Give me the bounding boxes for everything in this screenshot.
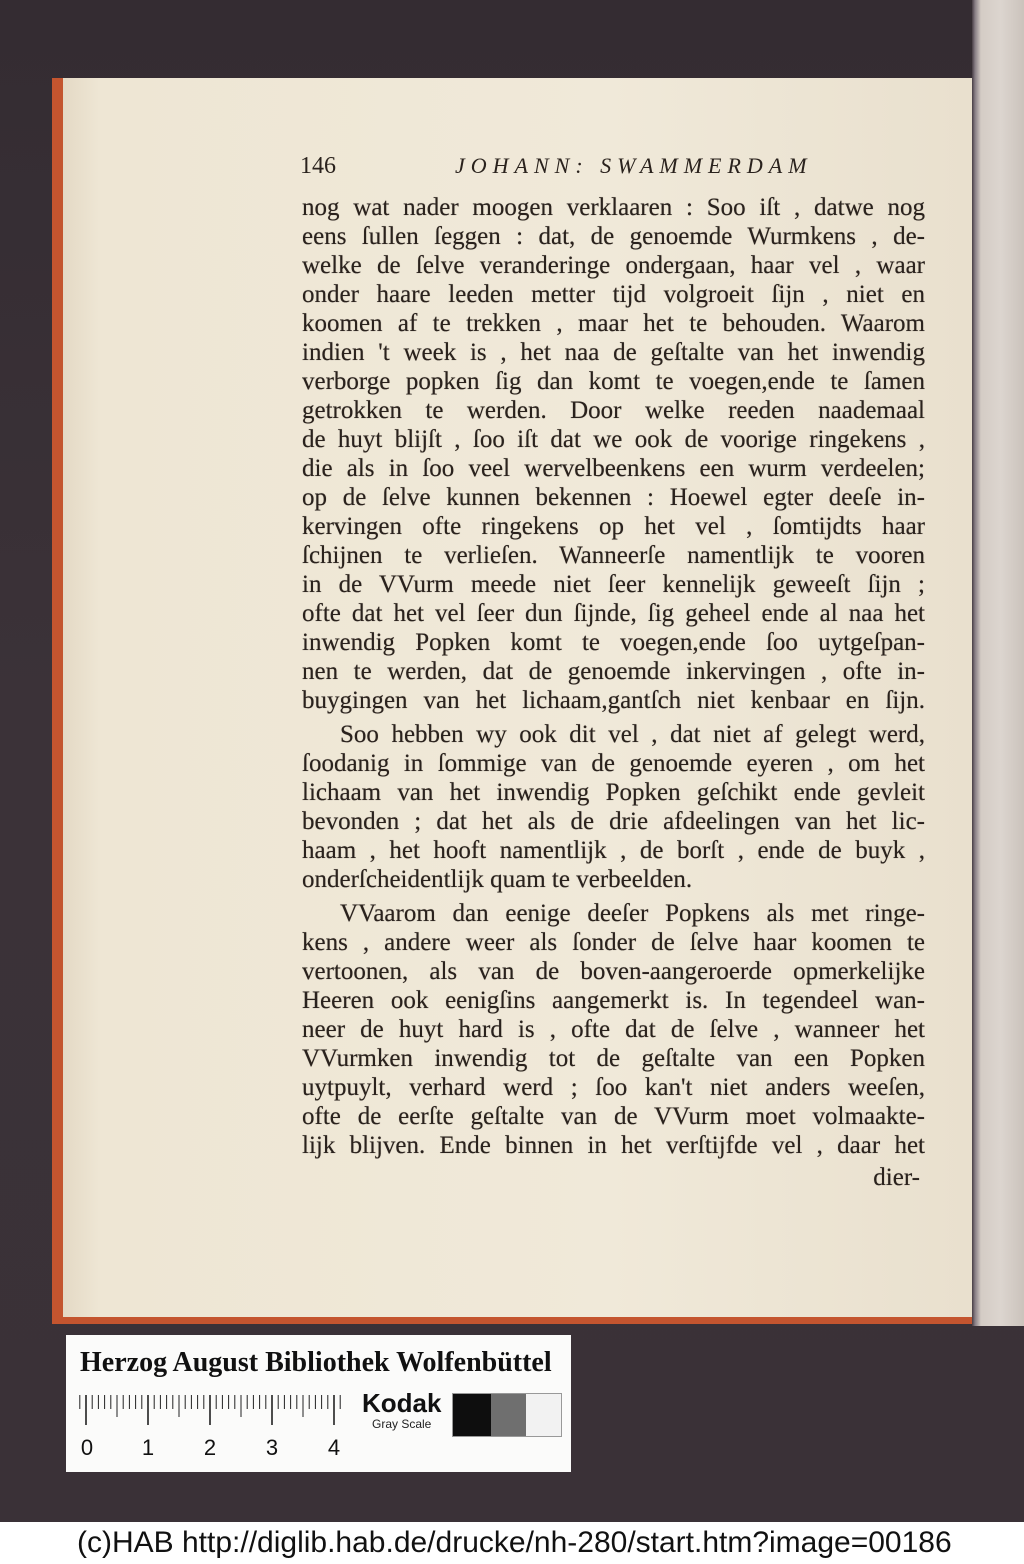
text-line: getrokken te werden. Door welke reeden naademaal bbox=[302, 397, 925, 424]
text-line: vertoonen, als van de boven-aangeroerde opmerkelijke bbox=[302, 958, 925, 985]
text-line: VVurmken inwendig tot de geſtalte van een Popken bbox=[302, 1045, 925, 1072]
text-line: VVaarom dan eenige deeſer Popkens als met ringe- bbox=[340, 900, 925, 927]
ruler-number: 1 bbox=[141, 1435, 155, 1460]
page-text bbox=[302, 193, 925, 1192]
catchword: dier- bbox=[873, 1164, 920, 1191]
gray-patch-mid bbox=[491, 1394, 526, 1436]
page-number: 146 bbox=[300, 153, 336, 179]
text-line: kens , andere weer als ſonder de ſelve haar koomen te bbox=[302, 929, 925, 956]
ruler-number: 2 bbox=[203, 1435, 217, 1460]
ruler bbox=[78, 1393, 348, 1429]
text-line: die als in ſoo veel wervelbeenkens een wurm verdeelen; bbox=[302, 455, 925, 482]
institution-name: Herzog August Bibliothek Wolfenbüttel bbox=[80, 1347, 552, 1378]
text-line: ofte dat het vel ſeer dun ſijnde, ſig geheel ende al naa het bbox=[302, 600, 925, 627]
copyright-footer bbox=[0, 1522, 1024, 1564]
text-line: onderſcheidentlijk quam te verbeelden. bbox=[302, 866, 693, 893]
text-line: ſoodanig in ſommige van de genoemde eyeren , om het bbox=[302, 750, 925, 777]
text-line: uytpuylt, verhard werd ; ſoo kan't niet anders weeſen, bbox=[302, 1074, 925, 1101]
ruler-number: 3 bbox=[265, 1435, 279, 1460]
text-line: indien 't week is , het naa de geſtalte van het inwendig bbox=[302, 339, 925, 366]
text-line: Heeren ook eenigſins aangemerkt is. In tegendeel wan- bbox=[302, 987, 925, 1014]
text-line: in de VVurm meede niet ſeer kennelijk geweeſt ſijn ; bbox=[302, 571, 925, 598]
gray-scale-patches bbox=[452, 1393, 562, 1437]
copyright-text: (c)HAB http://diglib.hab.de/drucke/nh-280/start.htm?image=00186 bbox=[77, 1526, 952, 1559]
ruler-number: 4 bbox=[327, 1435, 341, 1460]
text-line: ofte de eerſte geſtalte van de VVurm moet volmaakte- bbox=[302, 1103, 925, 1130]
text-line: eens ſullen ſeggen : dat, de genoemde Wurmkens , de- bbox=[302, 223, 925, 250]
text-line: koomen af te trekken , maar het te behouden. Waarom bbox=[302, 310, 925, 337]
text-line: inwendig Popken komt te voegen,ende ſoo uytgeſpan- bbox=[302, 629, 925, 656]
library-color-target-card bbox=[66, 1335, 571, 1472]
text-line: welke de ſelve veranderinge ondergaan, haar vel , waar bbox=[302, 252, 925, 279]
ruler-number: 0 bbox=[80, 1435, 94, 1460]
text-line: nen te werden, dat de genoemde inkervingen , ofte in- bbox=[302, 658, 925, 685]
gray-scale-label: Gray Scale bbox=[372, 1417, 432, 1431]
gray-patch-black bbox=[453, 1394, 491, 1436]
text-line: verborge popken ſig dan komt te voegen,ende te ſamen bbox=[302, 368, 925, 395]
text-line: ſchijnen te verlieſen. Wanneerſe namentlijk te vooren bbox=[302, 542, 925, 569]
text-line: op de ſelve kunnen bekennen : Hoewel egter deeſe in- bbox=[302, 484, 925, 511]
text-line: de huyt blijſt , ſoo iſt dat we ook de voorige ringekens , bbox=[302, 426, 925, 453]
text-line: onder haare leeden metter tijd volgroeit ſijn , niet en bbox=[302, 281, 925, 308]
text-line: lijk blijven. Ende binnen in het verſtijfde vel , daar het bbox=[302, 1132, 925, 1159]
text-line: Soo hebben wy ook dit vel , dat niet af gelegt werd, bbox=[340, 721, 925, 748]
text-line: lichaam van het inwendig Popken geſchikt ende gevleit bbox=[302, 779, 925, 806]
running-title: JOHANN: SWAMMERDAM bbox=[455, 153, 813, 178]
paragraph bbox=[302, 193, 925, 715]
kodak-logo: Kodak bbox=[362, 1388, 442, 1418]
text-line: kervingen ofte ringekens op het vel , ſomtijdts haar bbox=[302, 513, 925, 540]
paragraph bbox=[302, 899, 925, 1160]
text-line: nog wat nader moogen verklaaren : Soo iſt , datwe nog bbox=[302, 194, 925, 221]
text-line: bevonden ; dat het als de drie afdeelingen van het lic- bbox=[302, 808, 925, 835]
text-line: haam , het hooft namentlijk , de borſt , ende de buyk , bbox=[302, 837, 925, 864]
gray-patch-white bbox=[526, 1394, 561, 1436]
text-line: neer de huyt hard is , ofte dat de ſelve , wanneer het bbox=[302, 1016, 925, 1043]
facing-page-edge bbox=[972, 0, 1024, 1326]
text-line: buygingen van het lichaam,gantſch niet kenbaar en ſijn. bbox=[302, 687, 925, 714]
paragraph bbox=[302, 720, 925, 894]
